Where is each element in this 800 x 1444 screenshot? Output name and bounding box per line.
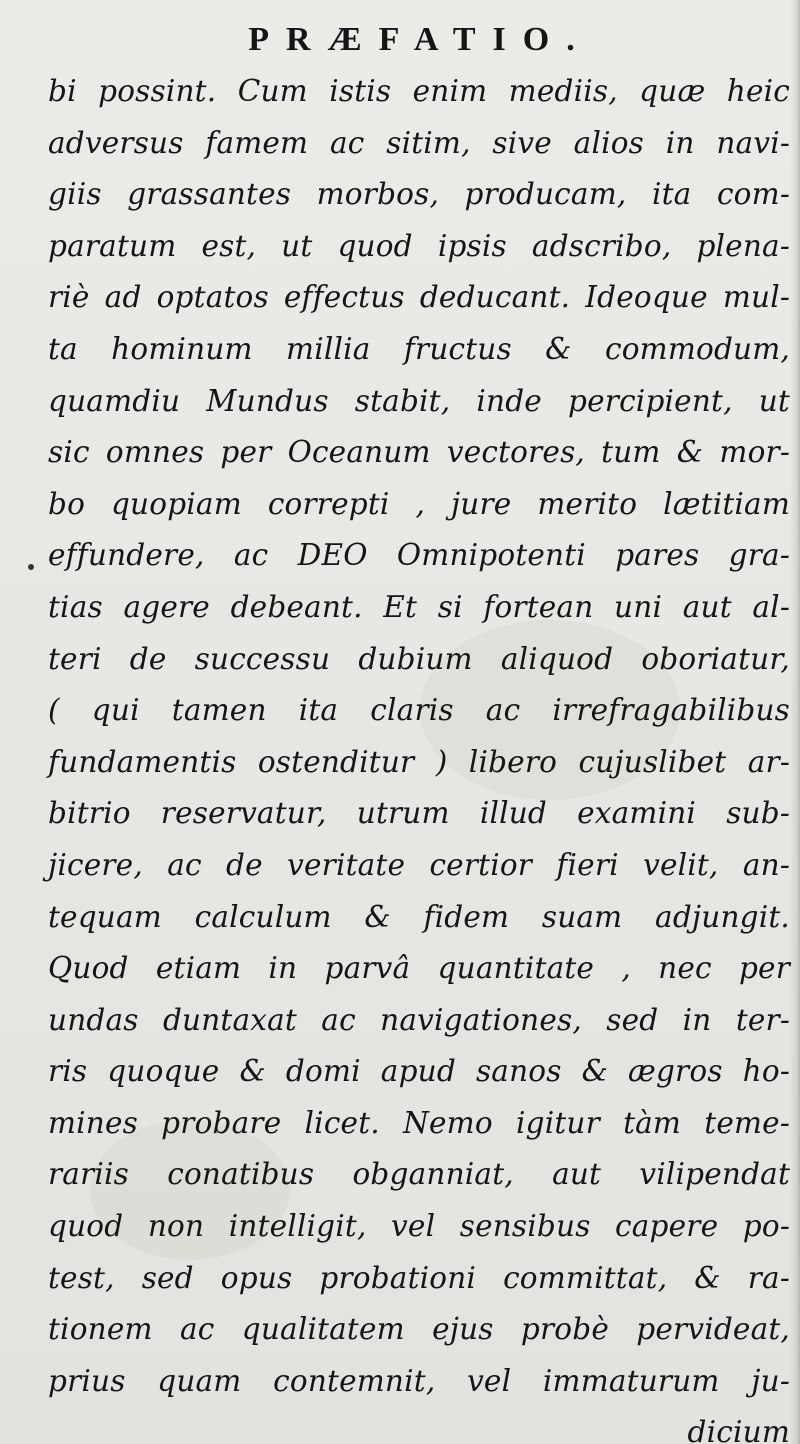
text-line: riè ad optatos effectus deducant. Ideoque mul- [48,280,790,315]
text-line: jicere, ac de veritate certior fieri velit, an- [48,847,790,882]
text-line: teri de successu dubium aliquod oboriatur, [48,641,790,676]
text-line: paratum est, ut quod ipsis adscribo, plena- [48,228,790,263]
text-line: ( qui tamen ita claris ac irrefragabilibus [48,693,790,728]
text-line: effundere, ac DEO Omnipotenti pares gra- [48,538,790,573]
text-line: ta hominum millia fructus & commodum, [48,331,790,366]
text-line: quamdiu Mundus stabit, inde percipient, ut [48,383,790,418]
text-line: tias agere debeant. Et si fortean uni aut al- [48,589,790,624]
text-line: quod non intelligit, vel sensibus capere po- [48,1209,790,1244]
text-line: prius quam contemnit, vel immaturum ju- [48,1363,790,1398]
text-line: bi possint. Cum istis enim mediis, quæ heic [48,74,790,108]
body-text [48,66,790,1444]
running-head: PRÆFATIO. [248,21,592,58]
text-line: ris quoque & domi apud sanos & ægros ho- [48,1054,790,1089]
text-line: rariis conatibus obganniat, aut vilipendat [48,1157,790,1192]
text-line: tequam calculum & fidem suam adjungit. [48,899,790,934]
text-line: Quod etiam in parvâ quantitate , nec per [48,951,790,986]
margin-dot [28,564,34,570]
text-line: tionem ac qualitatem ejus probè pervideat, [48,1312,790,1347]
text-line: giis grassantes morbos, producam, ita com- [48,177,790,212]
page-edge-shadow [790,0,800,1444]
text-line: bitrio reservatur, utrum illud examini sub- [48,796,790,831]
text-line: undas duntaxat ac navigationes, sed in ter- [48,1002,790,1037]
text-line-last: dicium [687,1415,790,1444]
text-line: fundamentis ostenditur ) libero cujuslibet ar- [48,744,790,779]
text-line: mines probare licet. Nemo igitur tàm teme- [48,1105,790,1140]
text-line: adversus famem ac sitim, sive alios in navi- [48,125,790,160]
text-line: sic omnes per Oceanum vectores, tum & mor- [48,435,790,470]
text-line: test, sed opus probationi committat, & ra- [48,1260,790,1295]
text-line: bo quopiam correpti , jure merito lætitiam [48,486,790,521]
